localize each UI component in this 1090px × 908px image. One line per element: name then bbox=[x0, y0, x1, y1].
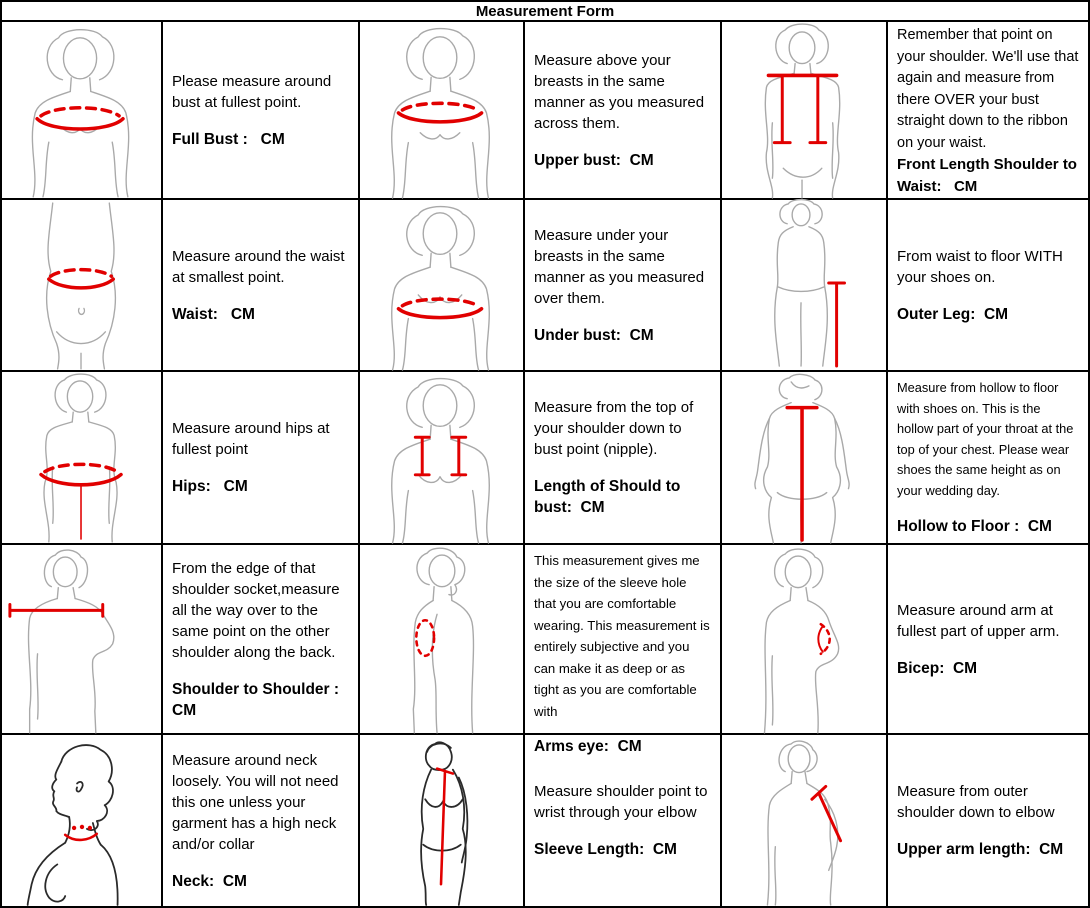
measurement-label: Outer Leg: CM bbox=[897, 305, 1009, 323]
measurement-label: Under bust: CM bbox=[534, 326, 654, 344]
measurement-label: Full Bust : CM bbox=[172, 130, 285, 148]
figure-cell bbox=[2, 545, 163, 735]
figure-cell bbox=[722, 200, 888, 372]
front-length-figure bbox=[722, 22, 886, 198]
waist-figure bbox=[2, 200, 161, 370]
instruction-cell bbox=[163, 200, 360, 372]
instruction-text: This measurement gives me the size of the sleeve hole that you are comfortable wearing. This measurement is entirely subjective and you can make it as deep or as tight as you are comfortable with bbox=[534, 553, 710, 719]
figure-cell bbox=[360, 735, 525, 906]
instruction-text: Measure around arm at fullest part of upper arm. bbox=[897, 601, 1060, 640]
measurement-label: Arms eye: CM bbox=[534, 738, 642, 755]
bicep-figure bbox=[722, 545, 886, 733]
instruction-cell bbox=[525, 200, 722, 372]
instruction-text: Measure around the waist at smallest point. bbox=[172, 247, 345, 286]
measurement-label: Neck: CM bbox=[172, 872, 247, 890]
measurement-label: Sleeve Length: CM bbox=[534, 841, 677, 858]
instruction-text: Measure around neck loosely. You will not need this one unless your garment has a high neck and/or collar bbox=[172, 751, 339, 853]
instruction-text: Measure around hips at fullest point bbox=[172, 420, 330, 458]
instruction-text: Remember that point on your shoulder. We'll use that again and measure from there OVER your bust straight down to the ribbon on your waist. bbox=[897, 27, 1079, 151]
figure-cell bbox=[722, 545, 888, 735]
measurement-label: Waist: CM bbox=[172, 305, 255, 323]
figure-cell bbox=[722, 735, 888, 906]
measurement-label: Upper bust: CM bbox=[534, 151, 654, 169]
instruction-text: From the edge of that shoulder socket,measure all the way over to the same point on the other shoulder along the back. bbox=[172, 559, 340, 661]
figure-cell bbox=[360, 200, 525, 372]
instruction-text: From waist to floor WITH your shoes on. bbox=[897, 247, 1063, 286]
instruction-text: Measure above your breasts in the same manner as you measured across them. bbox=[534, 51, 705, 132]
neck-figure bbox=[2, 735, 161, 906]
shoulder-to-bust-figure bbox=[360, 372, 523, 543]
page-title: Measurement Form bbox=[2, 2, 1088, 22]
shoulder-to-shoulder-figure bbox=[2, 545, 161, 733]
sleeve-length-figure bbox=[360, 735, 523, 906]
measurement-label: Hips: CM bbox=[172, 478, 248, 495]
instruction-cell bbox=[525, 735, 722, 906]
measurement-label: Length of Should to bust: CM bbox=[534, 478, 681, 516]
instruction-cell bbox=[163, 545, 360, 735]
instruction-text: Measure from outer shoulder down to elbow bbox=[897, 783, 1055, 821]
instruction-text: Measure from hollow to floor with shoes on. This is the hollow part of your throat at the top of your chest. Please wear shoes the same height as on your wedding day. bbox=[897, 380, 1074, 498]
instruction-cell bbox=[525, 372, 722, 545]
measurement-label: Shoulder to Shoulder : CM bbox=[172, 680, 340, 719]
measurement-label: Upper arm length: CM bbox=[897, 841, 1064, 858]
instruction-text: Measure shoulder point to wrist through your elbow bbox=[534, 783, 708, 821]
instruction-cell bbox=[888, 545, 1088, 735]
figure-cell bbox=[360, 545, 525, 735]
figure-cell bbox=[2, 735, 163, 906]
figure-cell bbox=[360, 372, 525, 545]
instruction-cell bbox=[888, 372, 1088, 545]
figure-cell bbox=[722, 372, 888, 545]
instruction-cell bbox=[525, 22, 722, 200]
figure-cell bbox=[360, 22, 525, 200]
instruction-text: Please measure around bust at fullest point. bbox=[172, 72, 332, 111]
instruction-cell bbox=[888, 22, 1088, 200]
instruction-cell bbox=[888, 735, 1088, 906]
instruction-text: Measure under your breasts in the same manner as you measured over them. bbox=[534, 226, 705, 307]
figure-cell bbox=[2, 22, 163, 200]
figure-cell bbox=[722, 22, 888, 200]
measurement-label: Bicep: CM bbox=[897, 659, 978, 677]
arms-eye-figure bbox=[360, 545, 523, 733]
under-bust-figure bbox=[360, 200, 523, 370]
upper-bust-figure bbox=[360, 22, 523, 198]
measurement-label: Front Length Shoulder to Waist: CM bbox=[897, 156, 1077, 195]
figure-cell bbox=[2, 372, 163, 545]
figure-cell bbox=[2, 200, 163, 372]
hips-figure bbox=[2, 372, 161, 543]
instruction-cell bbox=[888, 200, 1088, 372]
full-bust-figure bbox=[2, 22, 161, 198]
upper-arm-length-figure bbox=[722, 735, 886, 906]
hollow-to-floor-figure bbox=[722, 372, 886, 543]
instruction-cell bbox=[525, 545, 722, 755]
instruction-cell bbox=[163, 735, 360, 906]
instruction-cell bbox=[163, 22, 360, 200]
instruction-cell bbox=[163, 372, 360, 545]
outer-leg-figure bbox=[722, 200, 886, 370]
instruction-text: Measure from the top of your shoulder down to bust point (nipple). bbox=[534, 399, 694, 458]
measurement-label: Hollow to Floor : CM bbox=[897, 518, 1052, 535]
